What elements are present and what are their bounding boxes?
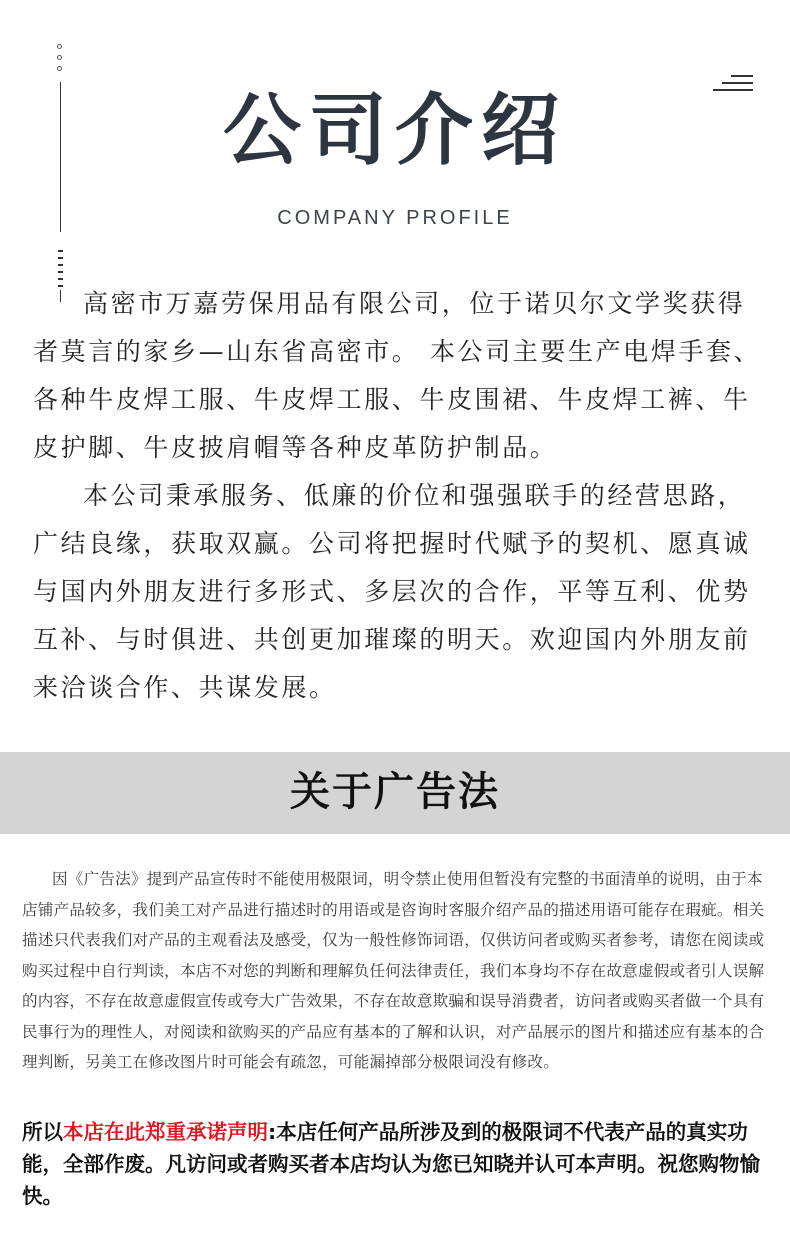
notice-prefix: 所以	[22, 1120, 63, 1144]
intro-paragraph: 本公司秉承服务、低廉的价位和强强联手的经营思路，广结良缘，获取双赢。公司将把握时代赋予的契机、愿真诚与国内外朋友进行多形式、多层次的合作，平等互利、优势互补、与时俱进、共创更加璀璨的明天。欢迎国内外朋友前来洽谈合作、共谋发展。	[33, 481, 751, 702]
rail-dash	[58, 271, 63, 273]
rail-dash	[58, 264, 63, 266]
rail-dash	[58, 257, 63, 259]
notice-statement	[22, 1116, 782, 1212]
ad-law-text	[22, 864, 774, 1078]
notice-rest: :本店任何产品所涉及到的极限词不代表产品的真实功能，全部作废。凡访问或者购买者本店均认为您已知晓并认可本声明。祝您购物愉快。	[22, 1120, 760, 1208]
page-title: 公司介绍	[222, 86, 567, 176]
section-heading: 关于广告法	[290, 769, 500, 815]
rail-dot	[57, 55, 62, 60]
rail-dot	[57, 44, 62, 49]
ad-law-body: 因《广告法》提到产品宣传时不能使用极限词，明令禁止使用但暂没有完整的书面清单的说明，由于本店铺产品较多，我们美工对产品进行描述时的用语或是咨询时客服介绍产品的描述用语可能存在瑕疵。相关描述只代表我们对产品的主观看法及感受，仅为一般性修饰词语，仅供访问者或购买者参考，请您在阅读或购买过程中自行判读，本店不对您的判断和理解负任何法律责任，我们本身均不存在故意虚假或者引人误解的内容，不存在故意虚假宣传或夸大广告效果，不存在故意欺骗和误导消费者，访问者或购买者做一个具有民事行为的理性人，对阅读和欲购买的产品应有基本的了解和认识，对产品展示的图片和描述应有基本的合理判断，另美工在修改图片时可能会有疏忽，可能漏掉部分极限词没有修改。	[22, 870, 765, 1071]
notice-highlight: 本店在此郑重承诺声明	[63, 1120, 268, 1144]
company-intro	[33, 280, 768, 712]
intro-paragraph: 高密市万嘉劳保用品有限公司，位于诺贝尔文学奖获得者莫言的家乡—山东省高密市。 本公司主要生产电焊手套、各种牛皮焊工服、牛皮焊工服、牛皮围裙、牛皮焊工裤、牛皮护脚、牛皮披肩帽等各种皮革防护制品。	[33, 289, 762, 462]
page-subtitle: COMPANY PROFILE	[277, 207, 513, 229]
rail-dot	[57, 66, 62, 71]
rail-dash	[58, 250, 63, 252]
